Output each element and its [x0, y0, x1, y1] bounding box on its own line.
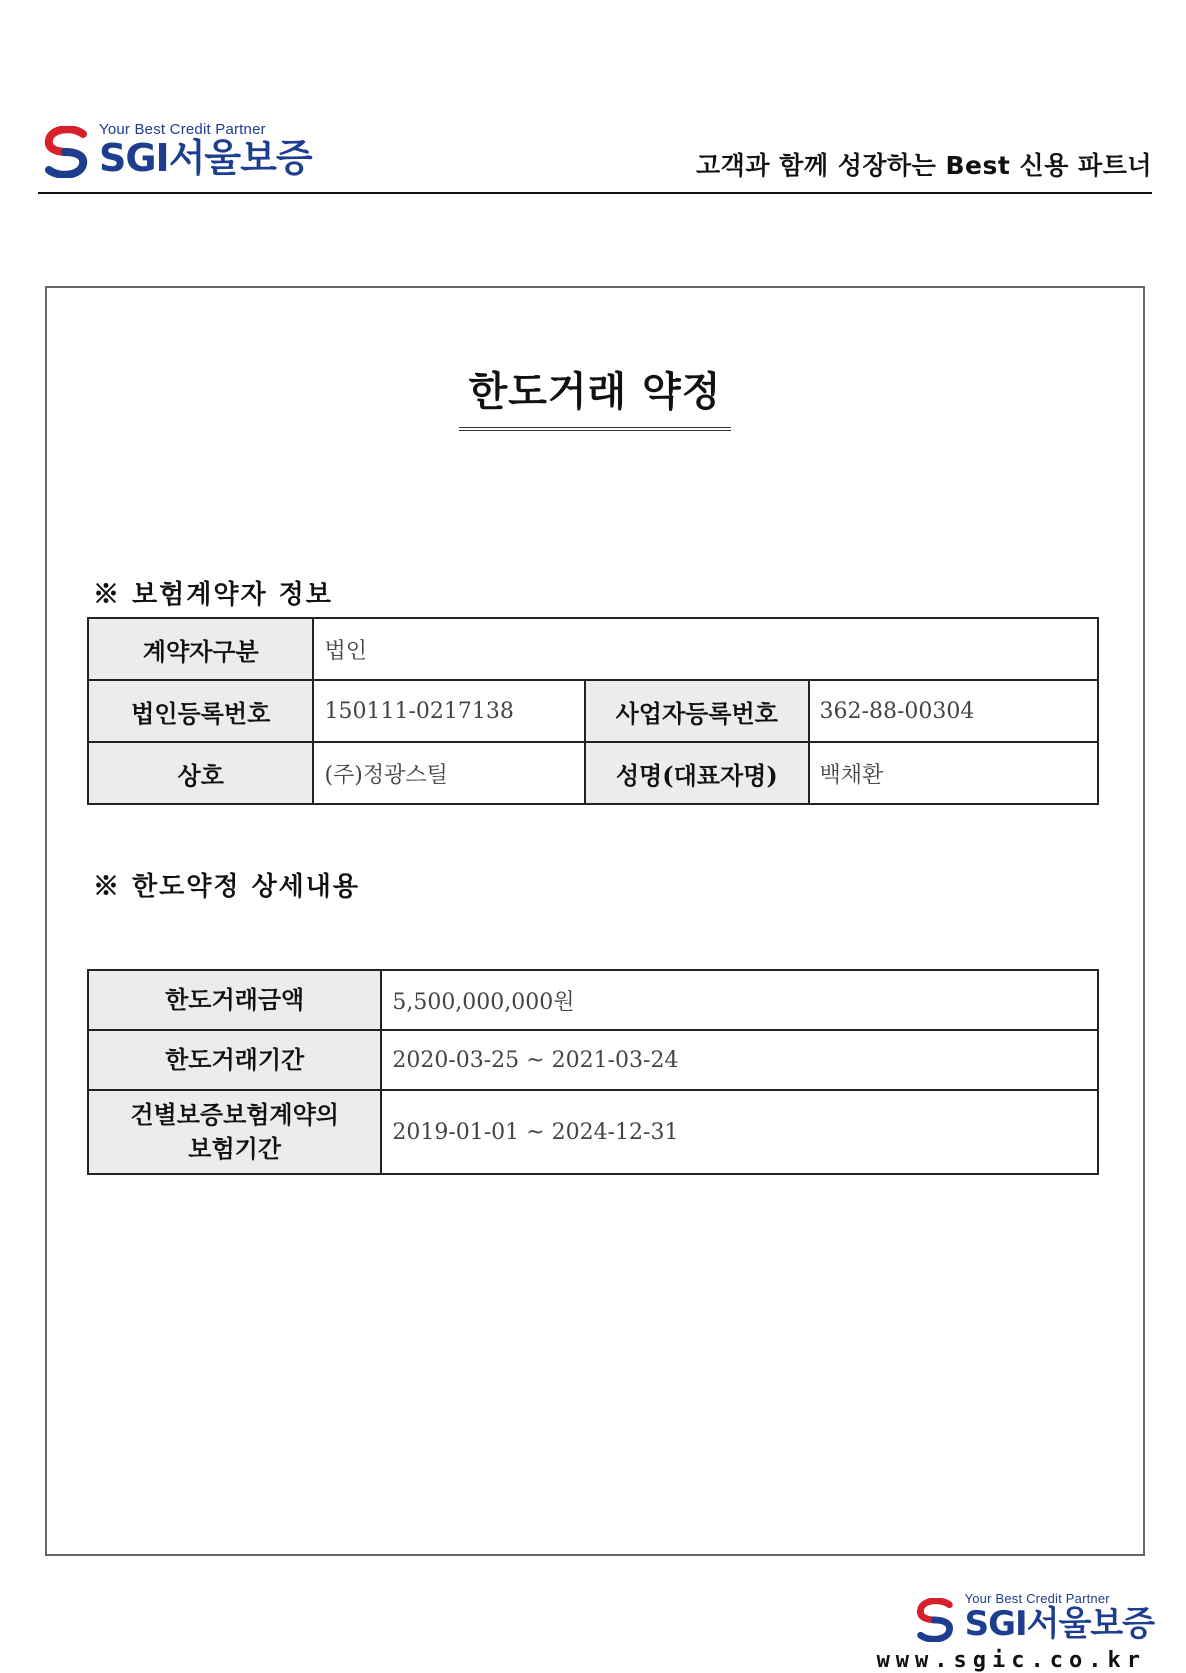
representative-label: 성명(대표자명) [585, 742, 809, 804]
table-row [88, 742, 1098, 804]
table-row [88, 618, 1098, 680]
section-heading-contractor: ※ 보험계약자 정보 [93, 580, 333, 610]
insurance-period-label-line1: 건별보증보험계약의 [130, 1100, 339, 1129]
header-logo [43, 122, 312, 178]
document-title-wrap [47, 360, 1143, 431]
table-row [88, 1090, 1098, 1174]
biz-reg-value: 362-88-00304 [809, 680, 1098, 742]
page-header [38, 118, 1152, 194]
corp-reg-value: 150111-0217138 [313, 680, 585, 742]
footer-logo-brand: SGI서울보증 [964, 1604, 1154, 1644]
header-slogan: 고객과 함께 성장하는 Best 신용 파트너 [696, 151, 1152, 180]
footer-website: www.sgic.co.kr [876, 1648, 1146, 1673]
insurance-period-value: 2019-01-01 ~ 2024-12-31 [381, 1090, 1098, 1174]
limit-details-table [87, 969, 1099, 1175]
company-label: 상호 [88, 742, 313, 804]
limit-period-value: 2020-03-25 ~ 2021-03-24 [381, 1030, 1098, 1090]
contractor-type-value: 법인 [313, 618, 1098, 680]
representative-value: 백채환 [809, 742, 1098, 804]
table-row [88, 680, 1098, 742]
contractor-info-table [87, 617, 1099, 805]
section-heading-limit-details: ※ 한도약정 상세내용 [93, 872, 361, 902]
biz-reg-label: 사업자등록번호 [585, 680, 809, 742]
limit-amount-value: 5,500,000,000원 [381, 970, 1098, 1030]
corp-reg-label: 법인등록번호 [88, 680, 313, 742]
sgi-s-mark-icon [43, 126, 89, 178]
footer-logo [915, 1592, 1154, 1642]
insurance-period-label [88, 1090, 381, 1174]
table-row [88, 1030, 1098, 1090]
logo-brand: SGI서울보증 [99, 136, 312, 180]
document-frame [45, 286, 1145, 1556]
company-value: (주)정광스틸 [313, 742, 585, 804]
footer-logo-tagline: Your Best Credit Partner [964, 1591, 1110, 1606]
limit-period-label: 한도거래기간 [88, 1030, 381, 1090]
table-row [88, 970, 1098, 1030]
insurance-period-label-line2: 보험기간 [188, 1134, 282, 1163]
contractor-type-label: 계약자구분 [88, 618, 313, 680]
sgi-s-mark-icon [915, 1598, 955, 1642]
logo-tagline: Your Best Credit Partner [99, 121, 266, 138]
limit-amount-label: 한도거래금액 [88, 970, 381, 1030]
document-title: 한도거래 약정 [459, 360, 732, 431]
